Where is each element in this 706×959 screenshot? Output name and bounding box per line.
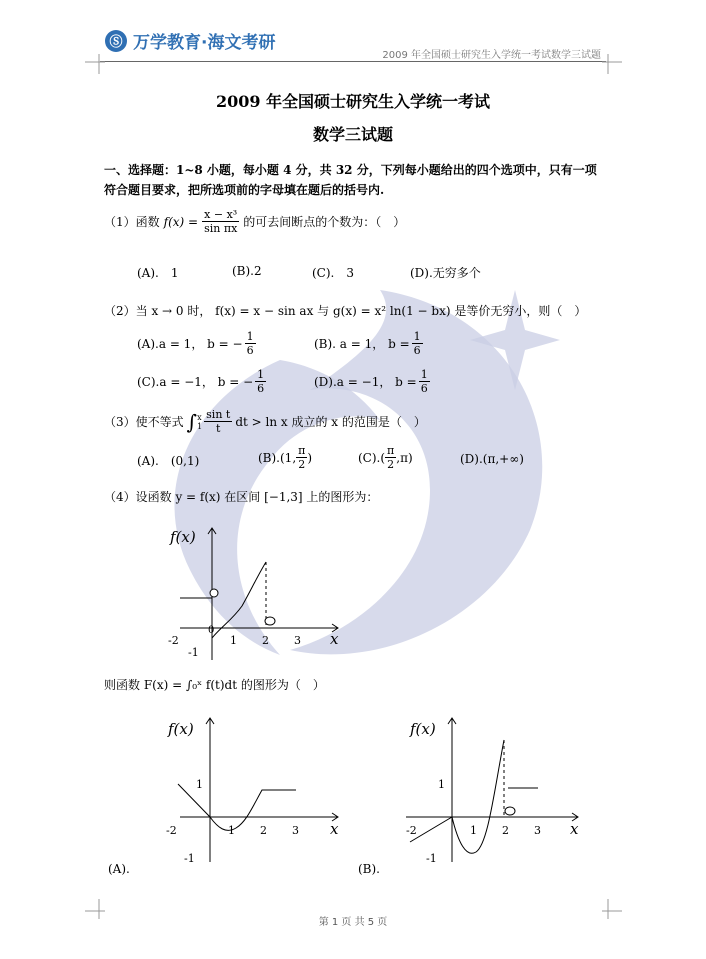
logo-text: 万学教育·海文考研 [133,33,276,53]
header-exam-title: 2009 年全国硕士研究生入学统一考试数学三试题 [382,50,601,61]
q1-fraction [202,208,239,235]
q1-option-d: (D).无穷多个 [410,266,481,280]
q2-option-d [314,368,430,395]
graph-f [160,520,350,665]
q3-option-c [358,444,413,471]
q3-b-den: 2 [298,458,306,471]
q3-tail: dt > ln x 成立的 x 的范围是（ ） [235,415,426,429]
q4-option-b: (B). [358,862,380,876]
graph-b-tick-1: 1 [470,824,477,837]
q3-option-a: (A). (0,1) [137,454,200,468]
graph-a-pos-one: 1 [196,778,203,791]
q1-numerator: x − x³ [202,208,239,222]
graph-f-tick-2: 2 [262,634,269,647]
q2-b-num: 1 [413,330,421,343]
integral-sign-icon: ∫ [186,409,198,434]
q2-option-b-text: (B). a = 1， b = [314,337,410,351]
q3-b-num: π [298,444,306,457]
graph-option-a [160,712,350,872]
graph-b-neg-one: -1 [426,852,437,865]
graph-a-tick-2: 2 [260,824,267,837]
question-3 [104,408,426,435]
graph-a-ylabel: f(x) [168,720,194,738]
graph-b-open-circle [505,807,515,815]
q4-option-a: (A). [108,862,130,876]
q2-option-d-text: (D).a = −1， b = [314,375,417,389]
graph-a-tick-1: 1 [228,824,235,837]
graph-b-tick-neg2: -2 [406,824,417,837]
graph-a-xlabel: x [330,820,339,838]
q3-integrand-den: t [216,422,221,435]
q3-integral [187,408,233,435]
q3-integrand [204,408,232,435]
q2-b-den: 6 [413,344,421,357]
q3-lower-limit: 1 [197,421,203,431]
q3-integrand-num: sin t [206,408,231,421]
question-1 [104,208,405,235]
section-heading: 一、选择题：1~8 小题，每小题 4 分，共 32 分，下列每小题给出的四个选项中，只有一项符合题目要求，把所选项前的字母填在题后的括号内. [104,163,597,197]
q2-option-c-text: (C).a = −1， b = − [137,375,254,389]
q2-option-a-text: (A).a = 1， b = − [137,337,243,351]
q3-c-den: 2 [387,458,395,471]
header-rule [100,61,606,62]
graph-f-ylabel: f(x) [170,528,196,546]
graph-option-b [400,712,590,872]
graph-f-xlabel: x [330,630,339,648]
exam-title: 2009 年全国硕士研究生入学统一考试 [215,92,491,111]
graph-f-tick-1: 1 [230,634,237,647]
logo-icon: Ⓢ [105,30,127,52]
q2-option-d-fraction [419,368,430,395]
exam-subtitle: 数学三试题 [312,125,393,144]
q3-label: （3）使不等式 [104,415,184,429]
q3-upper-limit: x [197,412,202,422]
graph-b-xlabel: x [570,820,579,838]
q2-c-den: 6 [257,382,265,395]
graph-f-open-circle-left [210,589,218,597]
graph-b-curve [410,740,504,853]
graph-f-neg-one: -1 [188,646,199,659]
q2-option-c [137,368,266,395]
q2-option-a-fraction [245,330,256,357]
question-4-stem: 则函数 F(x) = ∫₀ˣ f(t)dt 的图形为（ ） [104,678,325,692]
graph-f-tick-neg2: -2 [168,634,179,647]
q3-option-c-fraction [385,444,396,471]
q3-option-b-pre: (B).(1, [258,450,297,465]
q2-a-num: 1 [246,330,254,343]
corner-mark-top-right [600,54,622,76]
q3-option-d: (D).(π,+∞) [460,452,524,466]
graph-a-neg-one: -1 [184,852,195,865]
graph-f-open-circle-right [265,617,275,625]
graph-a-tick-3: 3 [292,824,299,837]
q3-option-c-post: ,π) [396,450,413,465]
q3-option-b [258,444,312,471]
graph-f-tick-3: 3 [294,634,301,647]
graph-a-tick-neg2: -2 [166,824,177,837]
q1-option-b: (B).2 [232,264,262,278]
graph-b-pos-one: 1 [438,778,445,791]
q2-c-num: 1 [257,368,265,381]
q1-option-c: (C). 3 [312,266,354,280]
corner-mark-top-left [85,54,107,76]
q2-option-a [137,330,256,357]
page-footer: 第 1 页 共 5 页 [318,917,388,928]
q2-option-b [314,330,423,357]
q1-tail: 的可去间断点的个数为：（ ） [243,215,406,229]
q2-option-c-fraction [255,368,266,395]
graph-b-ylabel: f(x) [410,720,436,738]
q1-option-a: (A). 1 [137,266,179,280]
q2-d-num: 1 [420,368,428,381]
q1-denominator: sin πx [204,222,238,235]
q3-c-num: π [387,444,395,457]
question-4: （4）设函数 y = f(x) 在区间 [−1,3] 上的图形为： [104,490,379,504]
q1-label: （1）函数 [104,215,160,229]
graph-f-curve [212,562,266,638]
q2-option-b-fraction [412,330,423,357]
q3-option-b-fraction [296,444,307,471]
q3-option-b-post: ) [307,450,313,465]
graph-b-tick-3: 3 [534,824,541,837]
question-2: （2）当 x → 0 时， f(x) = x − sin ax 与 g(x) = x² ln(1 − bx) 是等价无穷小，则（ ） [104,304,587,318]
q1-fx: f(x) = [163,214,199,229]
q2-d-den: 6 [420,382,428,395]
graph-f-zero: 0 [208,625,215,636]
q3-option-c-pre: (C).( [358,450,386,465]
graph-b-tick-2: 2 [502,824,509,837]
q2-a-den: 6 [246,344,254,357]
brand-logo [105,28,275,53]
